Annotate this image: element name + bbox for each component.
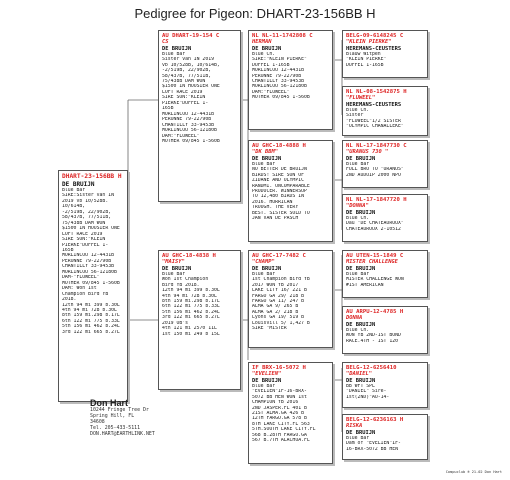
band-number: AU DHART-19-154 C	[162, 33, 220, 39]
info-line: DAM: Won 1st	[62, 286, 97, 292]
strain-label: DE BRUIJN	[252, 155, 282, 162]
info-line: BB WFT SPL	[346, 383, 375, 389]
info-line: "OLYMPIC CHANALLEKE"	[346, 124, 404, 130]
info-line: TROUGH. THE VERY	[252, 205, 299, 211]
bird-name: "URANUS 730 "	[346, 149, 389, 156]
pigeon-info	[252, 384, 329, 444]
bird-name: DONNA	[346, 315, 363, 322]
info-line: 165B	[62, 247, 74, 253]
pigeon-info	[346, 216, 424, 232]
dam-card[interactable]	[158, 250, 241, 390]
great-granddam-card-4[interactable]	[342, 414, 428, 460]
info-line: Blue Ch.	[252, 51, 276, 57]
info-line: 75/438B DAM WON	[162, 78, 206, 84]
strain-label: DE BRUIJN	[346, 265, 376, 272]
info-line: 567 B.7TH ALACHUA.FL	[252, 438, 310, 444]
bird-name: "DONNA"	[346, 203, 369, 210]
info-line: MORLINCOU 12-4431B	[162, 111, 214, 117]
info-line: 8th 159 mi.298 b.17L	[62, 313, 120, 319]
info-line: 5th 156 mi 462 b.24L	[162, 309, 220, 315]
strain-label: DE BRUIJN	[346, 321, 376, 328]
info-line: CHAMPION YB 2016	[252, 400, 299, 406]
pigeon-info	[346, 108, 424, 130]
band-number: NL NL-17-1847720 H	[346, 197, 407, 203]
info-line: SIRE SON:"KLEIN	[62, 237, 106, 243]
strain-label: HEREMANS-CEUSTERS	[346, 101, 402, 108]
pigeon-info	[252, 272, 329, 332]
info-line: CHANTILLY 33-9453B	[62, 264, 114, 270]
great-grandsire-card-2[interactable]	[342, 140, 428, 188]
info-line: BEST. SISTER SOLD TO	[252, 210, 310, 216]
great-granddam-card-2[interactable]	[342, 194, 428, 242]
info-line: 1st Champion Bird YB	[252, 277, 310, 283]
info-line: ALMA GA 9/ 265 B	[252, 304, 299, 310]
band-number: NL NL-11-1742808 C	[252, 33, 313, 39]
owner-address-line: 10244 Fringe Tree Dr	[90, 407, 149, 413]
info-line: 12TH FARGO.GA 578 B	[252, 416, 307, 422]
info-line: 2ND JASPER.FL 401 B	[252, 405, 307, 411]
info-line: NO BETTER DE BRUIJN	[252, 167, 307, 173]
info-line: $1500 IN HOOSIER ONE	[162, 84, 220, 90]
info-line: WON YB 2ND-1ST BOND	[346, 333, 401, 339]
info-line: 2ND AUDUIP 2000 NPO	[346, 172, 401, 178]
sire-card[interactable]	[158, 30, 241, 202]
info-line: DUFFEL 1-165B	[252, 62, 290, 68]
band-number: IF BRX-16-5072 H	[252, 365, 306, 371]
info-line: 75/438B DAM WON	[62, 220, 106, 226]
strain-label: DE BRUIJN	[252, 377, 282, 384]
info-line: MOTHER 09/845 1-560B	[252, 95, 310, 101]
info-line: Dam of "EVELIEN"IF-	[346, 441, 401, 447]
grandsire-paternal-card[interactable]	[248, 30, 333, 130]
info-line: MISTER CHALLENGE WON	[346, 277, 404, 283]
info-line: "DANIEL" Sire-	[346, 389, 387, 395]
info-line: SIRE "MISTER	[252, 326, 287, 332]
info-line: Blue Bar	[252, 271, 276, 277]
info-line: SIRE SON:"KLEIN	[162, 95, 206, 101]
info-line: 2017 WON YB 2017	[252, 282, 299, 288]
info-line: 1st(2ND)"AU-14-	[346, 394, 390, 400]
info-line: Dau "DE CHATEAUROUX"	[346, 221, 404, 227]
info-line: Blue Bar	[252, 383, 276, 389]
info-line: 165B	[162, 106, 174, 112]
pigeon-info	[62, 188, 124, 335]
info-line: Blue Bar	[62, 188, 86, 193]
owner-email-link[interactable]: DON.HART@EARTHLINK.NET	[90, 430, 155, 437]
info-line: FARGO GA 11/ 247 B	[252, 298, 304, 304]
subject-pigeon-card[interactable]	[58, 170, 128, 402]
info-line: 4th 94 mi 728 b.30L	[62, 307, 117, 313]
strain-label: DE BRUIJN	[346, 155, 376, 162]
info-line: RANDMI. UNCOMPARABLE	[252, 183, 310, 189]
info-line: vb 10/528B, 10/614B,	[162, 62, 220, 68]
great-grandsire-card-4[interactable]	[342, 362, 428, 408]
info-line: Blue Ch.	[346, 327, 370, 333]
bird-name: "CHAMP"	[252, 259, 275, 266]
pigeon-info	[346, 384, 424, 400]
pigeon-info	[162, 272, 237, 337]
info-line: Blue Bar	[346, 161, 370, 167]
info-line: SIRE:Sister van IN	[62, 193, 114, 199]
pigeon-info	[346, 328, 424, 344]
info-line: 2019 OB's	[162, 320, 188, 326]
info-line: MORLINCOU 56-12180B	[252, 84, 307, 90]
info-line: Blue Bar	[346, 435, 370, 441]
info-line: 5TH.SOUTH LAKE CITY.FL	[252, 427, 316, 433]
info-line: ZIDANE AND OLYMPIC	[252, 178, 304, 184]
pigeon-info	[252, 52, 329, 101]
strain-label: DE BRUIJN	[346, 377, 376, 384]
info-line: MORLINCOU 12-4431B	[252, 68, 304, 74]
info-line: DAM:"FLUWEEL"	[162, 133, 200, 139]
footer-note: Compuclub ® 21-02 Don Hart	[445, 470, 502, 474]
info-line: 3rd 122 mi 665 b.27L	[62, 329, 120, 335]
owner-address-line: 34608	[90, 418, 105, 425]
band-number: NL NL-17-1847730 C	[346, 143, 407, 149]
info-line: CHATEAUROUX 2-10512	[346, 226, 401, 232]
info-line: 5th 156 mi 462 b.24L	[62, 324, 120, 330]
info-line: 16-BRX-5072 BB HEN	[346, 446, 398, 452]
bird-name: RISKA	[346, 423, 363, 430]
bird-name: "FLUWEEL"	[346, 95, 376, 102]
info-line: 8th 159 mi.298 b.17L	[162, 298, 220, 304]
info-line: MORLINCOU 56-12180B	[162, 128, 217, 134]
info-line: 6th 122 mi 775 b.33L	[162, 304, 220, 310]
info-line: DAM:"FLUWEEL"	[252, 89, 290, 95]
pigeon-info	[346, 436, 424, 452]
info-line: Blue Bar	[162, 51, 186, 57]
info-line: Lyons GA 19/ 519 B	[252, 315, 304, 321]
bird-name: MISTER CHALLENGE	[346, 259, 398, 266]
band-number: BELG-09-6148245 C	[346, 33, 404, 39]
info-line: 568 B.28TH FARGO.GA	[252, 432, 307, 438]
info-line: 58/437B, 77/511B,	[62, 215, 112, 221]
info-line: Blue Bar	[252, 161, 276, 167]
strain-label: DE BRUIJN	[346, 429, 376, 436]
band-number: AU GHC-18-4838 H	[162, 253, 216, 259]
owner-name: Don Hart	[90, 398, 128, 408]
info-line: 4th 121 mi 2570 11L	[162, 326, 217, 332]
info-line: DUFFEL 1-165B	[346, 62, 384, 68]
info-line: 3rd 122 mi 665 b.27L	[162, 315, 220, 321]
owner-address-line: Spring Hill, FL	[90, 412, 135, 419]
band-number: AU GHC-18-4888 H	[252, 143, 306, 149]
page-title: Pedigree for Pigeon: DHART-23-156BB H	[134, 6, 376, 21]
info-line: Blue Bar	[162, 271, 186, 277]
bird-name: "KLEIN PIERKE"	[346, 39, 392, 46]
granddam-maternal-card[interactable]	[248, 362, 333, 464]
strain-label: DE BRUIJN	[346, 209, 376, 216]
pigeon-info	[162, 52, 237, 145]
info-line: 12th 94 mi 399 b.30L	[62, 302, 120, 308]
info-line: PERONNE 79-22790B	[62, 258, 112, 264]
info-line: TO 12,480 BIRDS IN	[252, 194, 304, 200]
info-line: 5072 BB HEN WON 1st	[252, 394, 307, 400]
info-line: "KLEIN PIERKE"	[346, 57, 387, 63]
info-line: Louisvill 5/ 1,427 B	[252, 320, 310, 326]
strain-label: DE BRUIJN	[162, 265, 192, 272]
info-line: LOFT RACE 2019	[62, 231, 103, 237]
info-line: Blauw Witpen	[346, 51, 381, 57]
bird-name: "DK BBM"	[252, 149, 278, 156]
bird-name: "MAISY"	[162, 259, 185, 266]
info-line: PERONNE 79-22790B	[252, 73, 302, 79]
info-line: PRODUCER. WINNERSUP	[252, 188, 307, 194]
granddam-paternal-card[interactable]	[248, 140, 333, 242]
info-line: Blue Bar	[346, 271, 370, 277]
info-line: -2/519B, 22/902B,	[62, 209, 112, 215]
strain-label: DE BRUIJN	[252, 265, 282, 272]
info-line: 8TH LAKE CITY.FL 563	[252, 421, 310, 427]
info-line: SIRE:"KLEIN PIERKE"	[252, 57, 307, 63]
info-line: 10/614B,	[62, 204, 86, 210]
pigeon-info	[346, 52, 424, 68]
band-number: NL NL-08-1542875 H	[346, 89, 407, 95]
info-line: Champion Bird YB	[62, 291, 109, 297]
info-line: MORLINCOU 56-12180B	[62, 269, 117, 275]
info-line: RACE.4TH - 1ST 120	[346, 338, 398, 344]
info-line: -2/519B, 22/902B,	[162, 68, 212, 74]
strain-label: DE BRUIJN	[162, 45, 192, 52]
great-granddam-card-3[interactable]	[342, 306, 428, 354]
info-line: Blue Ch.	[346, 215, 370, 221]
band-number: BELG-12-6256410	[346, 365, 397, 371]
info-line: Bird YB 2018.	[162, 282, 200, 288]
info-line: JAN VAN DE PASCH	[252, 216, 299, 222]
bird-name: HERMAN	[252, 39, 272, 46]
bird-name: "DANIEL"	[346, 371, 372, 378]
pigeon-info	[252, 162, 329, 222]
great-grandsire-card-3[interactable]	[342, 250, 428, 298]
info-line: 2019 vb 10/528B.	[62, 198, 109, 204]
info-line: CHANTILLY 33-9453B	[162, 122, 214, 128]
pigeon-info	[346, 162, 424, 178]
info-line: 2018.	[62, 297, 77, 303]
strain-label: HEREMANS-CEUSTERS	[346, 45, 402, 52]
info-line: 12th 94 mi 399 b.30L	[162, 288, 220, 294]
info-line: "EVELIEN"IF-16-BRX-	[252, 389, 307, 395]
info-line: 58/437B, 77/511B,	[162, 73, 212, 79]
great-granddam-card-1[interactable]	[342, 86, 428, 136]
info-line: Sister	[346, 113, 364, 119]
info-line: #1ST AMERICAN	[346, 282, 384, 288]
band-number: AU GHC-17-7482 C	[252, 253, 306, 259]
info-line: Blue Ch.	[346, 107, 370, 113]
info-line: MORLINCOU 12-4431B	[62, 253, 114, 259]
info-line: "FLUWEEL"1/2 SISTER	[346, 118, 401, 124]
info-line: Won 1st Champion	[162, 277, 209, 283]
bird-name: "EVELIEN"	[252, 371, 282, 378]
band-number: BELG-12-6236163 H	[346, 417, 404, 423]
strain-label: DE BRUIJN	[252, 45, 282, 52]
info-line: 6th 122 mi 775 b.33L	[62, 318, 120, 324]
band-number: AU UTEN-15-1849 C	[346, 253, 404, 259]
info-line: Sister van IN 2019	[162, 57, 214, 63]
info-line: 21ST ALMA.GA 426 B	[252, 410, 304, 416]
info-line: 1st 150 mi 249 b 15L	[162, 331, 220, 337]
info-line: MOTHER 09/845 1-560B	[62, 280, 120, 286]
owner-phone: Tel. 205-433-5111	[90, 424, 141, 431]
info-line: FARGO GA 29/ 218 B	[252, 293, 304, 299]
info-line: 4th 94 mi 728 b.30L	[162, 293, 217, 299]
info-line: ALMA GA 2/ 218 B	[252, 309, 299, 315]
info-line: FULL BRO TO "URANUS"	[346, 167, 404, 173]
bird-name: CS	[162, 39, 169, 46]
info-line: 2016. HURRICAN	[252, 199, 293, 205]
info-line: LAKE CITY 16/ 221 B	[252, 288, 307, 294]
info-line: PIERKE"DUFFEL 1-	[162, 100, 209, 106]
info-line: MOTHER 09/845 1-560B	[162, 138, 220, 144]
info-line: PIERKE"DUFFEL 1-	[62, 242, 109, 248]
info-line: LOFT RACE 2019	[162, 89, 203, 95]
great-grandsire-card-1[interactable]	[342, 30, 428, 78]
info-line: PERONNE 79-22790B	[162, 117, 212, 123]
band-number: AU ARPU-12-4785 H	[346, 309, 404, 315]
band-number: DHART-23-156BB H	[62, 173, 122, 180]
info-line: $1500 IN HOOSIER ONE	[62, 226, 120, 232]
grandsire-maternal-card[interactable]	[248, 250, 333, 348]
strain-label: DE BRUIJN	[62, 181, 95, 188]
owner-contact-block	[90, 398, 210, 438]
pigeon-info	[346, 272, 424, 288]
info-line: BIRDS! SIRE SON OF	[252, 172, 304, 178]
info-line: CHANTILLY 33-9453B	[252, 78, 304, 84]
info-line: DAM-"FLUWEEL"	[62, 275, 100, 281]
